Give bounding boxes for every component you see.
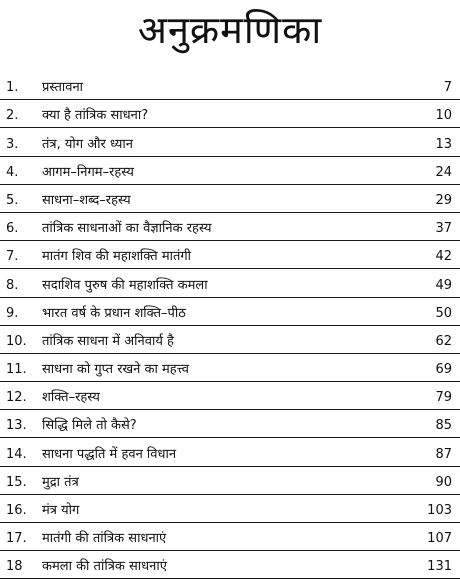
toc-number: 8. bbox=[6, 277, 19, 293]
toc-title: मातंगी की तांत्रिक साधनाएं bbox=[42, 531, 167, 547]
toc-page-number: 49 bbox=[435, 277, 452, 293]
toc-number: 14. bbox=[6, 446, 27, 462]
toc-page-number: 24 bbox=[435, 164, 452, 180]
toc-page-number: 13 bbox=[435, 136, 452, 152]
toc-title: मंत्र योग bbox=[42, 503, 80, 518]
toc-title: मातंग शिव की महाशक्ति मातंगी bbox=[42, 249, 192, 265]
toc-number: 12. bbox=[6, 390, 27, 406]
toc-page-number: 42 bbox=[435, 249, 452, 265]
toc-number: 5. bbox=[6, 192, 19, 208]
toc-title: साधना को गुप्त रखने का महत्त्व bbox=[42, 362, 189, 378]
toc-row bbox=[0, 213, 460, 241]
table-of-contents bbox=[0, 72, 460, 579]
toc-title: साधना–शब्द–रहस्य bbox=[42, 192, 131, 208]
toc-number: 1. bbox=[6, 80, 19, 96]
toc-page-number: 87 bbox=[435, 446, 452, 462]
toc-number: 4. bbox=[6, 164, 19, 180]
toc-page-number: 10 bbox=[435, 108, 452, 124]
toc-number: 15. bbox=[6, 474, 27, 490]
toc-row bbox=[0, 72, 460, 100]
toc-number: 3. bbox=[6, 136, 19, 152]
toc-title: आगम–निगम–रहस्य bbox=[42, 164, 134, 180]
toc-title: क्या है तांत्रिक साधना? bbox=[42, 108, 149, 124]
page-title: अनुक्रमणिका bbox=[137, 8, 323, 52]
toc-row bbox=[0, 523, 460, 551]
toc-title: मुद्रा तंत्र bbox=[42, 474, 79, 490]
toc-row bbox=[0, 298, 460, 326]
toc-number: 18 bbox=[6, 559, 23, 575]
toc-page-number: 62 bbox=[435, 333, 452, 349]
toc-number: 2. bbox=[6, 108, 19, 124]
toc-row bbox=[0, 185, 460, 213]
toc-title: कमला की तांत्रिक साधनाएं bbox=[42, 559, 167, 575]
toc-row bbox=[0, 354, 460, 382]
toc-page-number: 37 bbox=[435, 221, 452, 237]
toc-page-number: 131 bbox=[427, 559, 452, 575]
toc-row bbox=[0, 495, 460, 523]
toc-page-number: 107 bbox=[427, 531, 452, 547]
toc-page-number: 50 bbox=[435, 305, 452, 321]
toc-number: 17. bbox=[6, 531, 27, 547]
toc-row bbox=[0, 100, 460, 128]
toc-page-number: 85 bbox=[435, 418, 452, 434]
toc-number: 13. bbox=[6, 418, 27, 434]
toc-number: 10. bbox=[6, 333, 27, 349]
toc-page-number: 90 bbox=[435, 474, 452, 490]
toc-row bbox=[0, 467, 460, 495]
toc-page-number: 7 bbox=[443, 80, 452, 96]
toc-title: भारत वर्ष के प्रधान शक्ति–पीठ bbox=[42, 305, 186, 321]
toc-number: 6. bbox=[6, 221, 19, 237]
toc-title: प्रस्तावना bbox=[42, 80, 84, 96]
toc-number: 16. bbox=[6, 503, 27, 518]
toc-row bbox=[0, 157, 460, 185]
toc-title: सिद्धि मिले तो कैसे? bbox=[42, 418, 137, 434]
toc-row bbox=[0, 269, 460, 297]
toc-row bbox=[0, 326, 460, 354]
toc-number: 9. bbox=[6, 305, 19, 321]
toc-title: तंत्र, योग और ध्यान bbox=[42, 136, 133, 152]
toc-title: तांत्रिक साधना में अनिवार्य है bbox=[42, 333, 174, 349]
toc-row bbox=[0, 551, 460, 579]
toc-row bbox=[0, 382, 460, 410]
toc-row bbox=[0, 241, 460, 269]
toc-row bbox=[0, 128, 460, 156]
toc-page-number: 69 bbox=[435, 362, 452, 378]
toc-number: 11. bbox=[6, 362, 27, 378]
toc-page-number: 103 bbox=[427, 503, 452, 518]
toc-number: 7. bbox=[6, 249, 19, 265]
toc-title: तांत्रिक साधनाओं का वैज्ञानिक रहस्य bbox=[42, 221, 212, 237]
toc-title: सदाशिव पुरुष की महाशक्ति कमला bbox=[42, 277, 208, 293]
toc-page-number: 29 bbox=[435, 192, 452, 208]
toc-title: शक्ति–रहस्य bbox=[42, 390, 100, 406]
toc-title: साधना पद्धति में हवन विधान bbox=[42, 446, 177, 462]
toc-row bbox=[0, 438, 460, 466]
toc-row bbox=[0, 410, 460, 438]
toc-page-number: 79 bbox=[435, 390, 452, 406]
